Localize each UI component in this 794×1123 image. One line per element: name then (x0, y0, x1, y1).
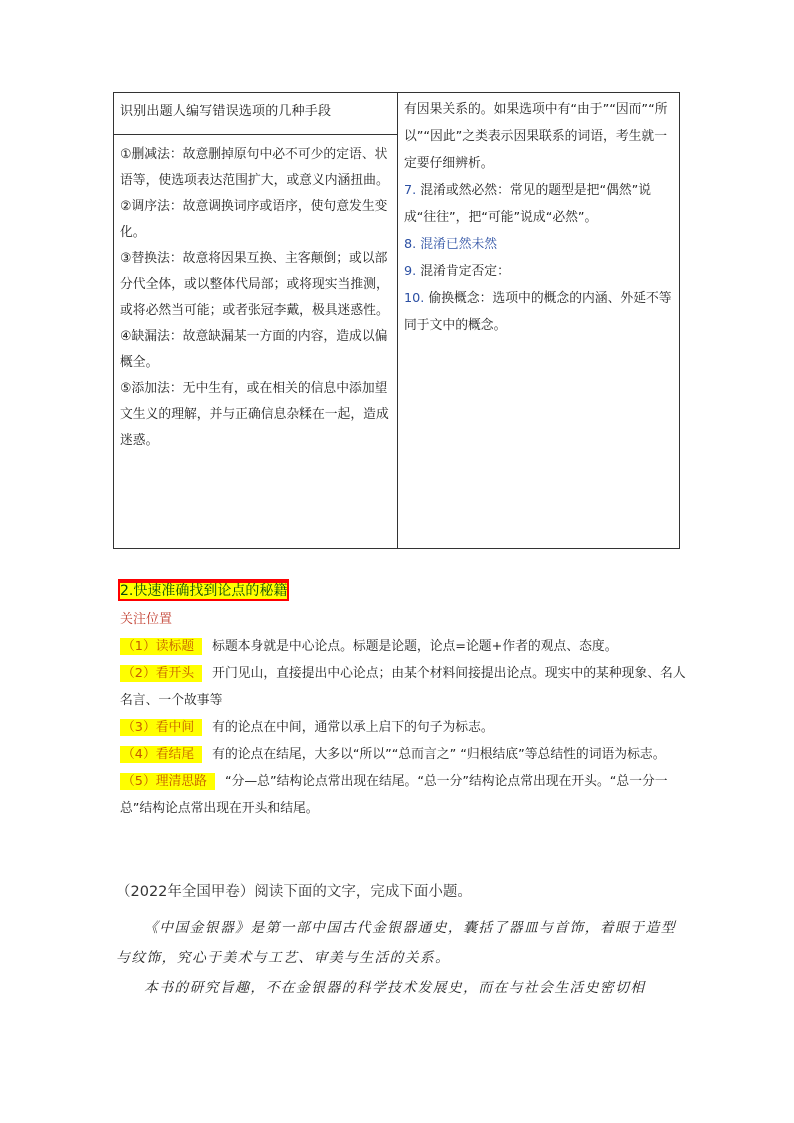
tip-text: 开门见山，直接提出中心论点；由某个材料间接提出论点。现实中的某种现象、名人名言、一个故事等 (120, 666, 686, 708)
method-item: ②调序法：故意调换词序或语序，使句意发生变化。 (120, 199, 388, 240)
tip-row (120, 660, 690, 714)
section-title (118, 579, 289, 601)
item-number: 9. (404, 264, 417, 279)
method-item: ①删减法：故意删掉原句中必不可少的定语、状语等，使选项表达范围扩大，或意义内涵扭曲。 (120, 147, 389, 188)
right-intro: 有因果关系的。如果选项中有“由于”“因而”“所以”“因此”之类表示因果联系的词语，考生就一定要仔细辨析。 (404, 102, 668, 171)
right-item (404, 231, 674, 258)
tips-list (120, 633, 690, 822)
tip-tag: （5）理清思路 (120, 773, 215, 790)
section-title-text: 2.快速准确找到论点的秘籍 (120, 583, 288, 599)
method-item: ③替换法：故意将因果互换、主客颠倒；或以部分代全体，或以整体代局部；或将现实当推测，或将必然当可能；或者张冠李戴，极具迷惑性。 (120, 251, 389, 318)
focus-label: 关注位置 (120, 612, 173, 627)
methods-table (113, 92, 680, 549)
item-number: 8. (404, 237, 417, 252)
passage-paragraph: 本书的研究旨趣，不在金银器的科学技术发展史，而在与社会生活史密切相 (144, 980, 646, 996)
passage-paragraph: 《中国金银器》是第一部中国古代金银器通史，囊括了器皿与首饰，着眼于造型与纹饰，究心于美术与工艺、审美与生活的关系。 (116, 920, 676, 966)
tip-text: “分—总”结构论点常出现在结尾。“总一分”结构论点常出现在开头。“总一分一总”结构论点常出现在开头和结尾。 (120, 774, 668, 816)
tip-text: 有的论点在中间，通常以承上启下的句子为标志。 (212, 720, 494, 735)
tip-row (120, 741, 690, 768)
item-text: 混淆肯定否定： (420, 264, 510, 279)
item-text: 混淆或然必然：常见的题型是把“偶然”说成“往往”，把“可能”说成“必然”。 (404, 183, 652, 225)
method-item: ④缺漏法：故意缺漏某一方面的内容，造成以偏概全。 (120, 329, 388, 370)
table-header-divider (114, 134, 397, 135)
question-title: （2022年全国甲卷）阅读下面的文字，完成下面小题。 (116, 884, 472, 900)
item-text: 混淆已然未然 (420, 237, 498, 252)
tip-tag: （3）看中间 (120, 719, 202, 736)
item-text: 偷换概念：选项中的概念的内涵、外延不等同于文中的概念。 (404, 291, 672, 333)
right-item (404, 177, 674, 231)
item-number: 7. (404, 183, 417, 198)
table-left-cell (120, 142, 392, 454)
reading-passage (116, 913, 678, 1003)
tip-row (120, 714, 690, 741)
right-item (404, 285, 674, 339)
tip-tag: （2）看开头 (120, 665, 202, 682)
tip-text: 有的论点在结尾，大多以“所以”“总而言之” “归根结底”等总结性的词语为标志。 (212, 747, 666, 762)
tip-tag: （1）读标题 (120, 638, 202, 655)
table-header: 识别出题人编写错误选项的几种手段 (120, 104, 332, 119)
right-item (404, 258, 674, 285)
item-number: 10. (404, 291, 425, 306)
tip-row (120, 768, 690, 822)
table-column-divider (397, 93, 398, 548)
tip-row (120, 633, 690, 660)
method-item: ⑤添加法：无中生有，或在相关的信息中添加望文生义的理解，并与正确信息杂糅在一起，造成迷惑。 (120, 381, 389, 448)
tip-text: 标题本身就是中心论点。标题是论题，论点=论题+作者的观点、态度。 (212, 639, 618, 654)
table-right-cell (404, 96, 674, 339)
tip-tag: （4）看结尾 (120, 746, 202, 763)
